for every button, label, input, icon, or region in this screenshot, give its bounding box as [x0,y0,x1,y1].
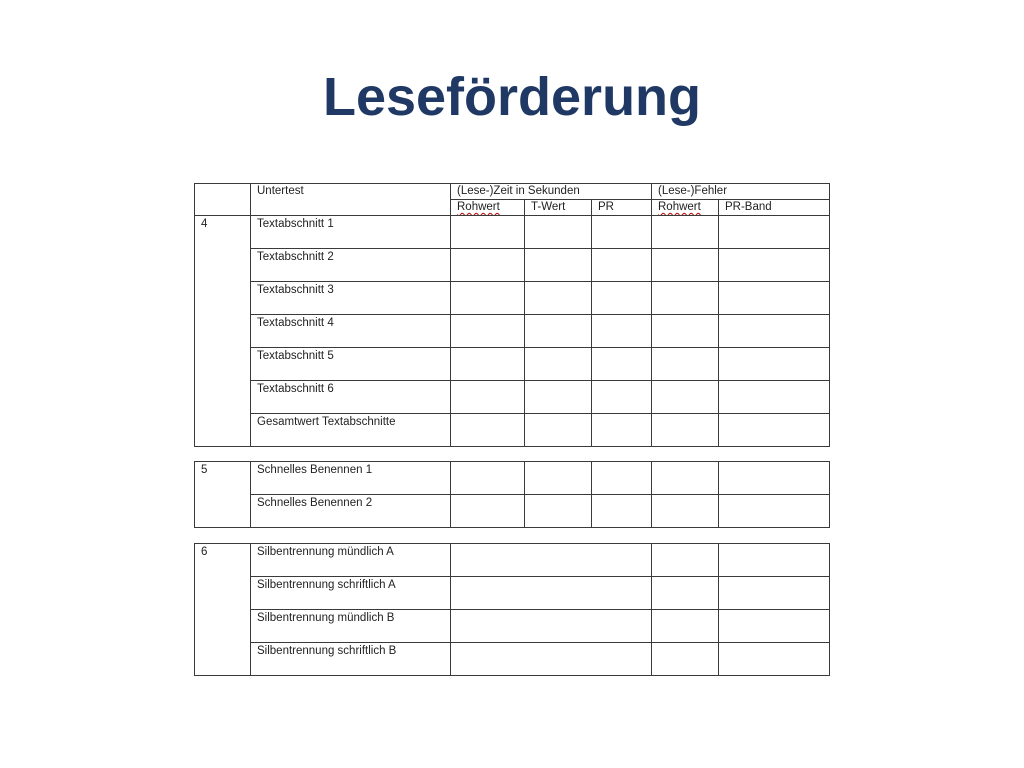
input-cell[interactable] [451,414,525,447]
header-time-rohwert: Rohwert [451,200,525,216]
header-time-pr: PR [592,200,652,216]
input-cell[interactable] [451,216,525,249]
header-error-rohwert: Rohwert [652,200,719,216]
section-number: 5 [195,462,251,528]
input-cell[interactable] [652,414,719,447]
input-cell[interactable] [592,249,652,282]
header-time-t-wert: T-Wert [525,200,592,216]
subtest-label: Textabschnitt 5 [251,348,451,381]
input-cell[interactable] [652,249,719,282]
section-number: 6 [195,544,251,676]
input-cell[interactable] [451,544,652,577]
input-cell[interactable] [719,216,830,249]
results-table-section-4 [194,183,830,447]
input-cell[interactable] [719,315,830,348]
input-cell[interactable] [719,610,830,643]
results-table-section-6 [194,543,830,676]
table-row [195,216,830,249]
input-cell[interactable] [719,462,830,495]
subtest-label: Silbentrennung mündlich B [251,610,451,643]
input-cell[interactable] [719,643,830,676]
header-time-group: (Lese-)Zeit in Sekunden [451,184,652,200]
input-cell[interactable] [525,414,592,447]
section-number: 4 [195,216,251,447]
input-cell[interactable] [652,495,719,528]
table-row [195,315,830,348]
input-cell[interactable] [719,282,830,315]
input-cell[interactable] [652,577,719,610]
input-cell[interactable] [525,348,592,381]
subtest-label: Textabschnitt 3 [251,282,451,315]
input-cell[interactable] [592,414,652,447]
subtest-label: Schnelles Benennen 1 [251,462,451,495]
header-row-groups [195,184,830,200]
input-cell[interactable] [592,462,652,495]
input-cell[interactable] [652,216,719,249]
subtest-label: Textabschnitt 1 [251,216,451,249]
subtest-label: Textabschnitt 4 [251,315,451,348]
input-cell[interactable] [652,381,719,414]
input-cell[interactable] [719,495,830,528]
header-error-pr-band: PR-Band [719,200,830,216]
input-cell[interactable] [719,381,830,414]
input-cell[interactable] [592,381,652,414]
input-cell[interactable] [525,315,592,348]
header-number-cell [195,184,251,216]
input-cell[interactable] [451,282,525,315]
input-cell[interactable] [592,282,652,315]
subtest-label: Silbentrennung mündlich A [251,544,451,577]
input-cell[interactable] [451,249,525,282]
subtest-label: Textabschnitt 6 [251,381,451,414]
input-cell[interactable] [451,381,525,414]
slide-title: Leseförderung [322,67,702,127]
table-row [195,462,830,495]
input-cell[interactable] [525,495,592,528]
subtest-label: Gesamtwert Textabschnitte [251,414,451,447]
table-row [195,577,830,610]
input-cell[interactable] [652,643,719,676]
input-cell[interactable] [592,348,652,381]
input-cell[interactable] [592,495,652,528]
table-row [195,282,830,315]
input-cell[interactable] [719,348,830,381]
input-cell[interactable] [451,577,652,610]
input-cell[interactable] [652,610,719,643]
input-cell[interactable] [652,315,719,348]
input-cell[interactable] [719,577,830,610]
header-error-group: (Lese-)Fehler [652,184,830,200]
input-cell[interactable] [451,643,652,676]
subtest-label: Silbentrennung schriftlich B [251,643,451,676]
input-cell[interactable] [525,216,592,249]
input-cell[interactable] [451,610,652,643]
input-cell[interactable] [525,462,592,495]
results-table-section-5 [194,461,830,528]
input-cell[interactable] [525,381,592,414]
subtest-label: Schnelles Benennen 2 [251,495,451,528]
input-cell[interactable] [525,282,592,315]
input-cell[interactable] [525,249,592,282]
input-cell[interactable] [592,216,652,249]
input-cell[interactable] [451,348,525,381]
table-row [195,495,830,528]
subtest-label: Textabschnitt 2 [251,249,451,282]
table-row [195,414,830,447]
input-cell[interactable] [652,348,719,381]
input-cell[interactable] [719,414,830,447]
input-cell[interactable] [652,462,719,495]
table-row [195,544,830,577]
input-cell[interactable] [451,495,525,528]
input-cell[interactable] [652,544,719,577]
header-subtest: Untertest [251,184,451,216]
input-cell[interactable] [652,282,719,315]
subtest-label: Silbentrennung schriftlich A [251,577,451,610]
input-cell[interactable] [451,462,525,495]
input-cell[interactable] [451,315,525,348]
table-row [195,610,830,643]
input-cell[interactable] [592,315,652,348]
table-row [195,249,830,282]
input-cell[interactable] [719,249,830,282]
table-row [195,643,830,676]
table-row [195,348,830,381]
input-cell[interactable] [719,544,830,577]
table-row [195,381,830,414]
